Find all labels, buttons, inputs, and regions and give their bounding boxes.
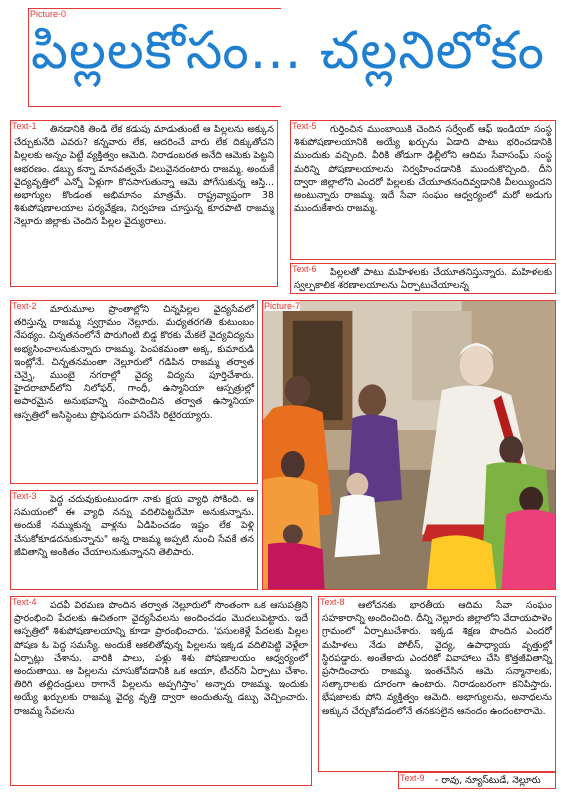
text-8-block (318, 596, 556, 772)
article-support: గుర్తించిన ముంబాయికి చెందిన సర్వేంట్ ఆఫ్ ఇండియా సంస్థ శిశుపోషణాలయానికి అయ్యే ఖర్చును ఏడాది పాటు భరించడానికి ముందుకు వచ్చింది. వీరికి తోడుగా ఢిల్లీలోని ఆదిమ సేవాసంఘ్ సంస్థ మరిన్ని పోషణాలయాలను నిర్వహించడానికి ముందుకొచ్చింది. దీని ద్వారా జిల్లాలోని ఎందరో పిల్లలకు చేయూతనందివ్వడానికి వీలయ్యిందని అంటున్నారు రాజమ్మ. ఇదే సేవా సంఘం ఆధ్వర్యంలో మరో అడుగు ముందుకేశారు రాజమ్మ. (294, 124, 552, 215)
text-9-label: Text-9 (400, 773, 425, 783)
text-1-label: Text-1 (12, 121, 37, 131)
text-3-label: Text-3 (12, 491, 37, 501)
article-background: మారుమూల ప్రాంతాల్లోని చిన్నపిల్లల వైద్యసేవలో తరిస్తున్న రాజమ్మ స్వగ్రామం నెల్లూరు. మధ్యతరగతి కుటుంబం నేపథ్యం. చిన్నతనంలోనే పొరుగింటి బిడ్డ కొరకు మేకలే వైద్యవిద్యను అభ్యసించాలనుకున్నారు రాజమ్మ. పెంపకమంతా అక్క, కుమారుడి ఇంట్లోనే. చిన్నతనమంతా నెల్లూరులో గడిపిన రాజమ్మ తర్వాత చెన్నై, ముంబై నగరాల్లో వైద్య విద్యను పూర్తిచేశారు. హైదరాబాద్‌లోని నిలోఫర్, గాంధీ, ఉస్మానియా ఆస్పత్రుల్లో అపారమైన అనుభవాన్ని సంపాదించిన తర్వాత ఉస్మానియా ఆస్పత్రిలో అసిస్టెంటు ప్రొఫెసరుగా పనిచేసి రిటైరయ్యారు. (14, 304, 254, 421)
text-5-block (290, 120, 556, 260)
text-6-label: Text-6 (292, 264, 317, 274)
text-4-label: Text-4 (12, 597, 37, 607)
rajamma-with-women-photo (263, 301, 555, 589)
picture-0-label: Picture-0 (30, 9, 67, 19)
headline: పిల్లలకోసం... చల్లనిలోకం (30, 21, 545, 81)
article-intro: తినడానికి తిండి లేక కడుపు మాడుతుంటే ఆ పిల్లలను అక్కున చేర్చుకునేది ఎవరు? కన్నవారు లేక, ఆదరించే వారు లేక దిక్కుతోచని పిల్లలకు అన్నం పెట్టే వ్యక్తిత్వం ఆమెది. నిరాడంబరత అనేది ఆమెకు పెట్టని ఆభరణం. డబ్బు కన్నా మానవత్వమే విలువైనదంటారు రాజమ్మ. అందుకే వైద్యవృత్తిలో ఎన్నో ఏళ్లుగా కొనసాగుతున్నా ఆమె పోగేసుకున్న ఆస్తి... అభాగ్యుల కొండంత అభిమానం మాత్రమే. రాష్ట్రవ్యాప్తంగా 38 శిశుపోషణాలయాల పర్యవేక్షణ, నిర్వహణ చూస్తున్న కూరపాటి రాజమ్మ నెల్లూరు జిల్లాకు చెందిన పిల్లల వైద్యురాలు. (14, 124, 274, 228)
article-hospital: పదవీ విరమణ పొందిన తర్వాత నెల్లూరులో సొంతంగా ఒక ఆసుపత్రిని ప్రారంభించి పేదలకు ఉచితంగా వైద్యసేవలను అందించడం మొదలుపెట్టారు. ఇదే ఆస్పత్రిలో శిశుపోషణాలయాన్ని కూడా ప్రారంభించారు. 'పసులకెళ్లే పేదలకు పిల్లల పోషణ ఓ పెద్ద సమస్యే. అందుకే ఆకలితోవున్న పిల్లలను ఇక్కడ వదిలిపెట్టి వెళ్లేలా ఏర్పాట్లు చేశాను. వారికి పాలు, పళ్లు శిశు పోషణాలయం ఆధ్వర్యంలో అందుతాయి. ఆ పిల్లలను చూసుకోవడానికి ఒక ఆయా, టీచర్‌ని ఏర్పాటు చేశాం. తిరిగి తల్లిదండ్రులు రాగానే పిల్లలను అప్పగిస్తాం' అన్నారు రాజమ్మ. ఇందుకు అయ్యే ఖర్చులకు రాజమ్మ వైద్య వృత్తి ద్వారా అందుతున్న డబ్బు వెచ్చించారు. రాజమ్మ సేవలను (14, 600, 308, 717)
picture-7-label: Picture-7 (264, 301, 301, 311)
article-quote: పెద్ద చదువుకుంటుండగా నాకు క్షయ వ్యాధి సోకింది. ఆ సమయంలో ఈ వ్యాధి నన్ను వదిలిపెట్టదేమో అనుకున్నాను. అందుకే నమ్ముకున్న వాళ్లను ఏడిపించడం ఇష్టం లేక పెళ్లి చేసుకోకూడదనుకున్నాను" అన్న రాజమ్మ అప్పటి నుంచి సేవకే తన జీవితాన్ని అంకితం చేయాలనుకున్నానని తెలిపారు. (14, 494, 254, 558)
text-2-block (10, 300, 258, 484)
text-4-block (10, 596, 312, 786)
text-8-label: Text-8 (320, 597, 345, 607)
headline-banner (28, 10, 548, 105)
text-6-block (290, 263, 556, 294)
article-women: పిల్లలతో పాటు మహిళలకు చేయూతనిస్తున్నారు. మహిళలకు స్వల్పకాలిక శరణాలయాలను ఏర్పాటుచేయాలన్న (294, 267, 552, 292)
text-3-block (10, 490, 258, 590)
text-9-block (398, 772, 556, 789)
byline: - రావు, న్యూస్‌టుడే, నెల్లూరు (435, 775, 541, 786)
text-5-label: Text-5 (292, 121, 317, 131)
article-shelter: ఆలోచనకు భారతీయ ఆదిమ సేవా సంఘం సహకారాన్ని అందించింది. దీన్ని నెల్లూరు జిల్లాలోని వేదాయపాళెం గ్రామంలో ఏర్పాటుచేశారు. ఇక్కడ శిక్షణ పొందిన ఎందరో మహిళలు నేడు పోలీస్, వైద్య, ఉపాధ్యాయ వృత్తుల్లో స్థిరపడ్డారు. అంతేకాదు ఎందరికో వివాహాలు చేసి కొత్తజీవితాన్ని ప్రసాదించారు రాజమ్మ. ఇంతచేసిన ఆమె సన్మానాలకు, సత్కారాలకు దూరంగా ఉంటారు. నిరాడంబరంగా కనిపిస్తారు. భేషజాలకు పోని వ్యక్తిత్వం ఆమెది. అభాగ్యులను, అనాధలను అక్కున చేర్చుకోవడంలోనే తనకసలైన ఆనందం ఉందంటారామె. (322, 600, 552, 717)
text-1-block (10, 120, 278, 287)
picture-7-block (262, 300, 556, 590)
text-2-label: Text-2 (12, 301, 37, 311)
